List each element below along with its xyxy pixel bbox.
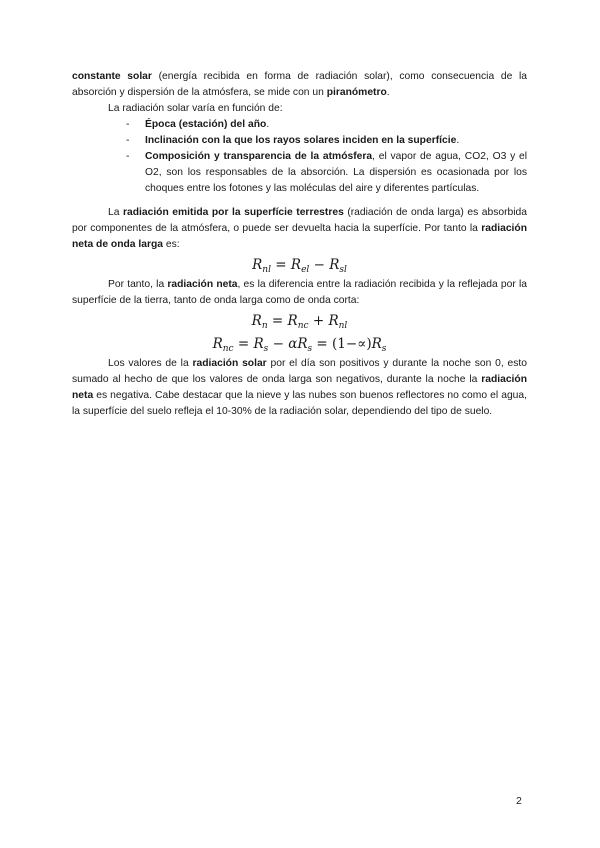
term-pyranometer: piranómetro: [326, 87, 387, 98]
page-number: 2: [516, 795, 522, 807]
term-emitted-radiation: radiación emitida por la superfície terrestres: [122, 207, 344, 218]
term-net-radiation: radiación neta: [167, 279, 238, 290]
paragraph-longwave: La radiación emitida por la superfície terrestres (radiación de onda larga) es absorbida por componentes de la atmósfera, o puede ser devuelta hacia la superfície. Por tanto la radiación neta de onda larga es:: [72, 207, 527, 250]
equation-net-longwave: $R_{nl} = R_{el} - R_{sl}$: [252, 257, 347, 275]
list-intro: La radiación solar varía en función de:: [108, 103, 283, 114]
page-content: [72, 69, 527, 420]
term-net-longwave: radiación neta de onda larga: [72, 223, 527, 250]
paragraph-net-radiation: Por tanto, la radiación neta, es la diferencia entre la radiación recibida y la reflejada por la superfície de la tierra, tanto de onda larga como de onda corta:: [72, 279, 527, 306]
equation-net-shortwave: $R_{nc} = R_s - \alpha R_s = (1-\propto)R_s$: [212, 336, 387, 354]
list-item: - Época (estación) del año.: [126, 119, 270, 130]
equation-net-radiation: $R_n = R_{nc} + R_{nl}$: [251, 313, 348, 331]
term-solar-radiation: radiación solar: [192, 358, 267, 369]
factor-list: [72, 117, 527, 197]
list-item: - Inclinación con la que los rayos solares inciden en la superfície.: [126, 135, 460, 146]
term-solar-constant: constante solar: [72, 71, 152, 82]
list-item: - Composición y transparencia de la atmósfera, el vapor de agua, CO2, O3 y el O2, son los responsables de la absorción. La dispersión es ocasionada por los choques entre los fotones y las moléculas del aire y diferentes partículas.: [126, 151, 527, 194]
term-net-radiation-2: radiación neta: [72, 374, 527, 401]
paragraph-day-night: Los valores de la radiación solar por el día son positivos y durante la noche son 0, esto sumado al hecho de que los valores de onda larga son negativos, durante la noche la radiación neta es negativa. Cabe destacar que la nieve y las nubes son buenos reflectores no como el agua, la superfície del suelo refleja el 10-30% de la radiación solar, dependiendo del tipo de suelo.: [72, 358, 527, 417]
paragraph-solar-constant: constante solar (energía recibida en forma de radiación solar), como consecuencia de la absorción y dispersión de la atmósfera, se mide con un piranómetro.: [72, 71, 527, 98]
